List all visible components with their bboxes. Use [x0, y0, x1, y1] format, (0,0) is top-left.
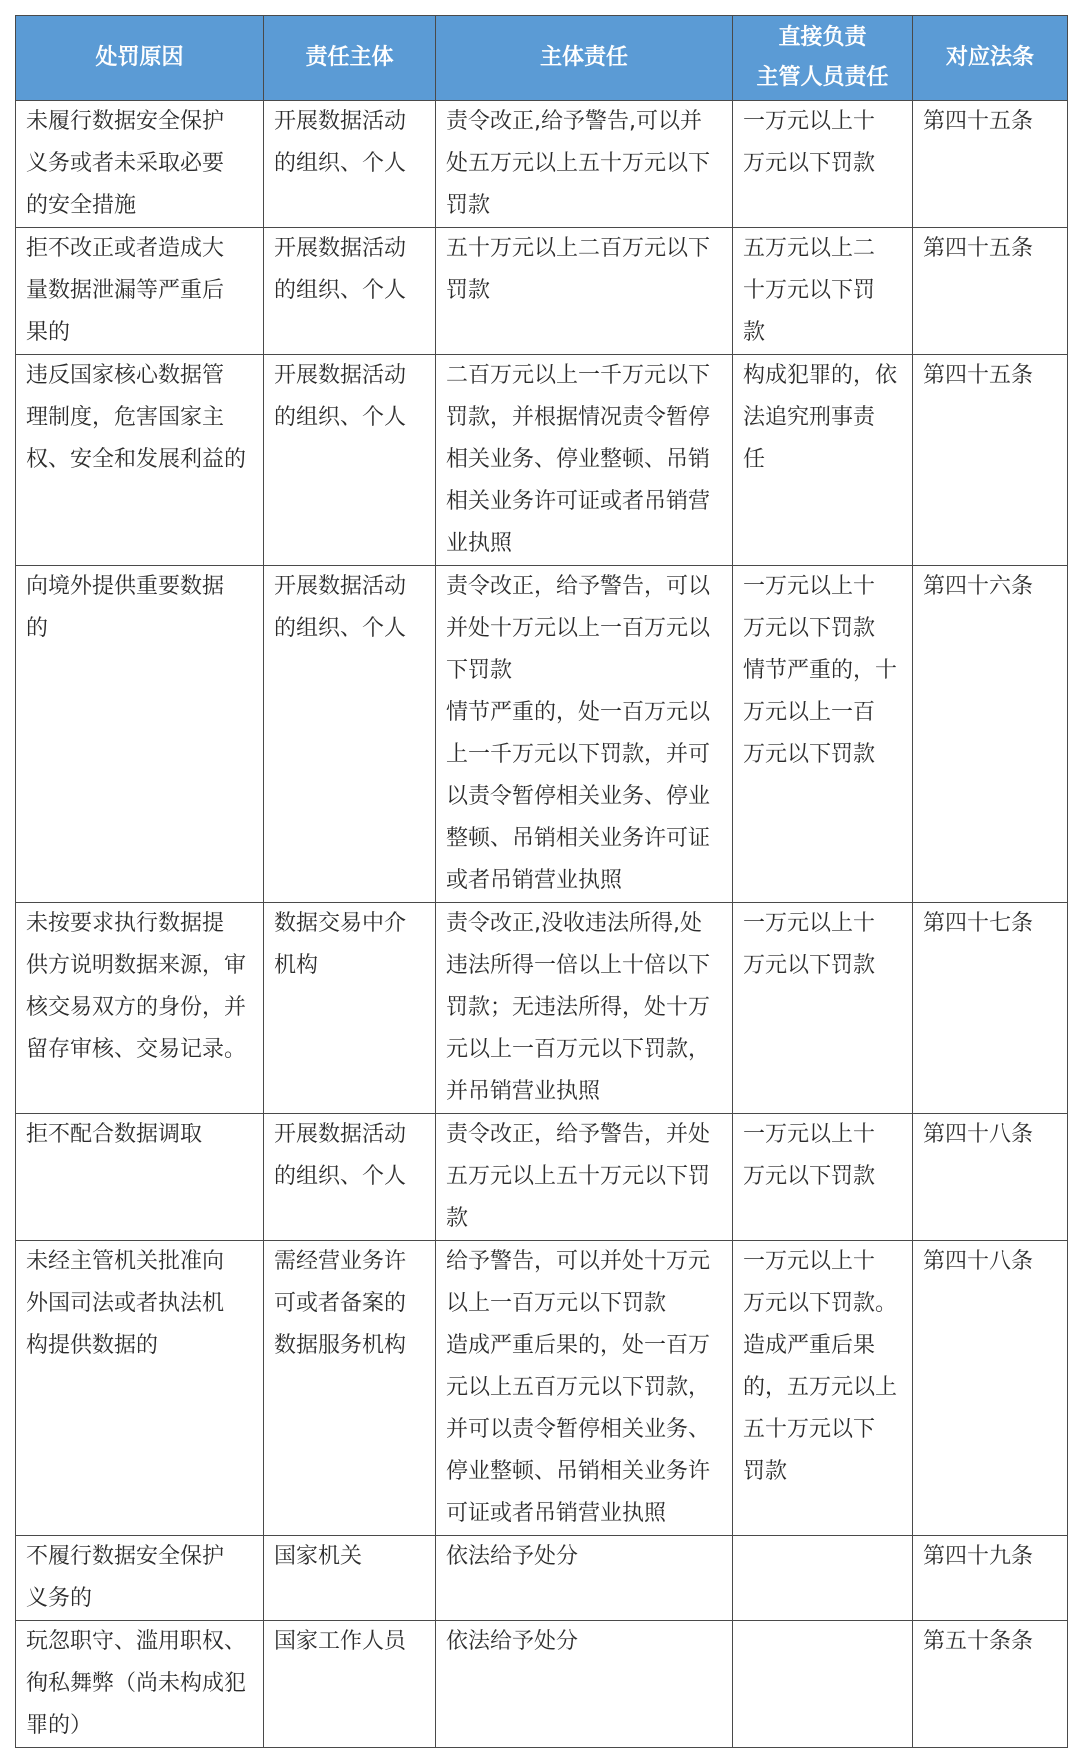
cell-text-line: 五十万元以上二百万元以下 — [446, 236, 711, 261]
cell-manager-liability — [733, 1114, 913, 1241]
header-text: 主体责任 — [539, 45, 628, 70]
cell-text-line: 未按要求执行数据提 — [26, 911, 225, 936]
table-row — [16, 1621, 1068, 1748]
cell-text-line: 玩忽职守、滥用职权、 — [26, 1629, 247, 1654]
cell-text-line: 第四十七条 — [923, 911, 1034, 936]
cell-text-line: 理制度，危害国家主 — [26, 405, 225, 430]
cell-manager-liability — [733, 903, 913, 1114]
table-row — [16, 1536, 1068, 1621]
cell-text-line: 的组织、个人 — [274, 405, 407, 430]
cell-text-line: 的，五万元以上 — [743, 1375, 898, 1400]
cell-legal-article — [913, 228, 1068, 355]
cell-responsible-party — [264, 1536, 436, 1621]
cell-text-line: 违法所得一倍以上十倍以下 — [446, 953, 711, 978]
cell-text-line: 开展数据活动 — [274, 363, 407, 388]
cell-text-line: 第四十五条 — [923, 363, 1034, 388]
cell-penalty-reason — [16, 1241, 264, 1536]
cell-legal-article — [913, 1241, 1068, 1536]
cell-text-line: 五万元以上五十万元以下罚 — [446, 1164, 711, 1189]
cell-party-liability — [436, 355, 733, 566]
cell-text-line: 十万元以下罚 — [743, 278, 876, 303]
table-row — [16, 1241, 1068, 1536]
cell-text-line: 的安全措施 — [26, 193, 137, 218]
cell-party-liability — [436, 1241, 733, 1536]
cell-text-line: 罪的） — [26, 1713, 93, 1738]
cell-text-line: 构提供数据的 — [26, 1333, 159, 1358]
cell-text-line: 万元以下罚款 — [743, 616, 876, 641]
cell-text-line: 第四十八条 — [923, 1249, 1034, 1274]
cell-text-line: 罚款；无违法所得，处十万 — [446, 995, 711, 1020]
cell-text-line: 罚款 — [446, 193, 491, 218]
cell-text-line: 开展数据活动 — [274, 236, 407, 261]
cell-text-line: 权、安全和发展利益的 — [26, 447, 247, 472]
cell-penalty-reason — [16, 903, 264, 1114]
cell-responsible-party — [264, 101, 436, 228]
cell-manager-liability — [733, 1536, 913, 1621]
cell-legal-article — [913, 566, 1068, 903]
cell-text-line: 万元以下罚款 — [743, 151, 876, 176]
cell-text-line: 义务的 — [26, 1586, 93, 1611]
cell-text-line: 第四十五条 — [923, 236, 1034, 261]
cell-text-line: 万元以下罚款 — [743, 1164, 876, 1189]
cell-text-line: 停业整顿、吊销相关业务许 — [446, 1459, 711, 1484]
cell-manager-liability — [733, 1621, 913, 1748]
cell-text-line: 元以上一百万元以下罚款， — [446, 1037, 711, 1062]
cell-text-line: 拒不配合数据调取 — [26, 1122, 203, 1147]
cell-manager-liability — [733, 101, 913, 228]
cell-text-line: 未履行数据安全保护 — [26, 109, 225, 134]
cell-text-line: 拒不改正或者造成大 — [26, 236, 225, 261]
cell-responsible-party — [264, 1621, 436, 1748]
cell-text-line: 第四十九条 — [923, 1544, 1034, 1569]
cell-text-line: 不履行数据安全保护 — [26, 1544, 225, 1569]
cell-text-line: 的组织、个人 — [274, 278, 407, 303]
cell-text-line: 开展数据活动 — [274, 574, 407, 599]
cell-text-line: 的组织、个人 — [274, 151, 407, 176]
cell-penalty-reason — [16, 228, 264, 355]
cell-text-line: 供方说明数据来源，审 — [26, 953, 247, 978]
cell-text-line: 依法给予处分 — [446, 1544, 579, 1569]
table-row — [16, 355, 1068, 566]
cell-text-line: 任 — [743, 447, 766, 472]
cell-text-line: 并吊销营业执照 — [446, 1079, 601, 1104]
cell-manager-liability — [733, 566, 913, 903]
cell-text-line: 需经营业务许 — [274, 1249, 407, 1274]
cell-text-line: 的组织、个人 — [274, 1164, 407, 1189]
cell-text-line: 的组织、个人 — [274, 616, 407, 641]
cell-text-line: 果的 — [26, 320, 71, 345]
cell-text-line: 情节严重的，处一百万元以 — [446, 700, 711, 725]
cell-penalty-reason — [16, 355, 264, 566]
cell-text-line: 五万元以上二 — [743, 236, 876, 261]
cell-text-line: 留存审核、交易记录。 — [26, 1037, 247, 1062]
cell-party-liability — [436, 1114, 733, 1241]
cell-text-line: 的 — [26, 616, 49, 641]
cell-party-liability — [436, 566, 733, 903]
cell-text-line: 款 — [743, 320, 766, 345]
cell-text-line: 一万元以上十 — [743, 109, 876, 134]
header-text: 责任主体 — [305, 45, 394, 70]
cell-text-line: 责令改正，给予警告，可以 — [446, 574, 711, 599]
cell-text-line: 数据服务机构 — [274, 1333, 407, 1358]
cell-text-line: 法追究刑事责 — [743, 405, 876, 430]
cell-text-line: 并可以责令暂停相关业务、 — [446, 1417, 711, 1442]
cell-text-line: 徇私舞弊（尚未构成犯 — [26, 1671, 247, 1696]
cell-text-line: 元以上五百万元以下罚款， — [446, 1375, 711, 1400]
cell-party-liability — [436, 101, 733, 228]
cell-text-line: 罚款 — [446, 278, 491, 303]
cell-responsible-party — [264, 355, 436, 566]
cell-party-liability — [436, 903, 733, 1114]
cell-text-line: 万元以下罚款 — [743, 742, 876, 767]
cell-text-line: 可证或者吊销营业执照 — [446, 1501, 667, 1526]
cell-responsible-party — [264, 1114, 436, 1241]
cell-party-liability — [436, 1536, 733, 1621]
cell-text-line: 上一千万元以下罚款，并可 — [446, 742, 711, 767]
cell-legal-article — [913, 101, 1068, 228]
cell-text-line: 一万元以上十 — [743, 574, 876, 599]
table-row — [16, 566, 1068, 903]
cell-text-line: 处五万元以上五十万元以下 — [446, 151, 711, 176]
cell-text-line: 责令改正，给予警告，并处 — [446, 1122, 711, 1147]
header-penalty-reason — [16, 16, 264, 101]
cell-text-line: 可或者备案的 — [274, 1291, 407, 1316]
cell-text-line: 责令改正,没收违法所得,处 — [446, 911, 702, 936]
cell-penalty-reason — [16, 101, 264, 228]
cell-text-line: 或者吊销营业执照 — [446, 868, 623, 893]
cell-penalty-reason — [16, 1536, 264, 1621]
cell-text-line: 万元以下罚款。 — [743, 1291, 898, 1316]
cell-text-line: 二百万元以上一千万元以下 — [446, 363, 711, 388]
cell-text-line: 义务或者未采取必要 — [26, 151, 225, 176]
cell-party-liability — [436, 228, 733, 355]
cell-text-line: 责令改正,给予警告,可以并 — [446, 109, 702, 134]
cell-text-line: 给予警告，可以并处十万元 — [446, 1249, 711, 1274]
cell-penalty-reason — [16, 1621, 264, 1748]
header-text: 主管人员责任 — [756, 65, 889, 90]
cell-text-line: 第五十条条 — [923, 1629, 1034, 1654]
cell-text-line: 量数据泄漏等严重后 — [26, 278, 225, 303]
cell-legal-article — [913, 1621, 1068, 1748]
cell-text-line: 数据交易中介 — [274, 911, 407, 936]
cell-manager-liability — [733, 1241, 913, 1536]
header-text: 直接负责 — [778, 25, 867, 50]
cell-text-line: 一万元以上十 — [743, 1122, 876, 1147]
cell-penalty-reason — [16, 1114, 264, 1241]
table-body — [16, 101, 1068, 1748]
cell-text-line: 向境外提供重要数据 — [26, 574, 225, 599]
cell-text-line: 外国司法或者执法机 — [26, 1291, 225, 1316]
cell-text-line: 国家工作人员 — [274, 1629, 407, 1654]
cell-legal-article — [913, 355, 1068, 566]
cell-legal-article — [913, 1114, 1068, 1241]
cell-text-line: 相关业务许可证或者吊销营 — [446, 489, 711, 514]
cell-text-line: 依法给予处分 — [446, 1629, 579, 1654]
cell-text-line: 第四十八条 — [923, 1122, 1034, 1147]
cell-text-line: 下罚款 — [446, 658, 513, 683]
table-header — [16, 16, 1068, 101]
cell-text-line: 以责令暂停相关业务、停业 — [446, 784, 711, 809]
cell-legal-article — [913, 903, 1068, 1114]
table-row — [16, 903, 1068, 1114]
cell-text-line: 构成犯罪的，依 — [743, 363, 898, 388]
cell-text-line: 造成严重后果的，处一百万 — [446, 1333, 711, 1358]
cell-text-line: 万元以下罚款 — [743, 953, 876, 978]
cell-text-line: 整顿、吊销相关业务许可证 — [446, 826, 711, 851]
cell-text-line: 机构 — [274, 953, 319, 978]
header-row — [16, 16, 1068, 101]
cell-responsible-party — [264, 228, 436, 355]
cell-responsible-party — [264, 1241, 436, 1536]
cell-text-line: 款 — [446, 1206, 469, 1231]
cell-text-line: 情节严重的，十 — [743, 658, 898, 683]
cell-penalty-reason — [16, 566, 264, 903]
cell-text-line: 违反国家核心数据管 — [26, 363, 225, 388]
cell-text-line: 罚款，并根据情况责令暂停 — [446, 405, 711, 430]
header-legal-article — [913, 16, 1068, 101]
cell-text-line: 并处十万元以上一百万元以 — [446, 616, 711, 641]
header-responsible-party — [264, 16, 436, 101]
table-row — [16, 101, 1068, 228]
cell-text-line: 第四十五条 — [923, 109, 1034, 134]
cell-manager-liability — [733, 355, 913, 566]
cell-text-line: 万元以上一百 — [743, 700, 876, 725]
cell-text-line: 业执照 — [446, 531, 513, 556]
cell-manager-liability — [733, 228, 913, 355]
cell-party-liability — [436, 1621, 733, 1748]
cell-text-line: 第四十六条 — [923, 574, 1034, 599]
cell-text-line: 五十万元以下 — [743, 1417, 876, 1442]
table-row — [16, 228, 1068, 355]
cell-text-line: 以上一百万元以下罚款 — [446, 1291, 667, 1316]
cell-text-line: 一万元以上十 — [743, 1249, 876, 1274]
cell-text-line: 罚款 — [743, 1459, 788, 1484]
cell-text-line: 开展数据活动 — [274, 1122, 407, 1147]
header-text: 对应法条 — [945, 45, 1034, 70]
table-row — [16, 1114, 1068, 1241]
header-manager-liability — [733, 16, 913, 101]
cell-text-line: 相关业务、停业整顿、吊销 — [446, 447, 711, 472]
cell-responsible-party — [264, 903, 436, 1114]
header-party-liability — [436, 16, 733, 101]
cell-text-line: 造成严重后果 — [743, 1333, 876, 1358]
cell-text-line: 核交易双方的身份，并 — [26, 995, 247, 1020]
cell-legal-article — [913, 1536, 1068, 1621]
penalty-table-container — [15, 15, 1067, 1748]
cell-text-line: 国家机关 — [274, 1544, 363, 1569]
header-text: 处罚原因 — [95, 45, 184, 70]
cell-text-line: 未经主管机关批准向 — [26, 1249, 225, 1274]
cell-text-line: 一万元以上十 — [743, 911, 876, 936]
cell-responsible-party — [264, 566, 436, 903]
cell-text-line: 开展数据活动 — [274, 109, 407, 134]
penalty-table — [15, 15, 1068, 1748]
